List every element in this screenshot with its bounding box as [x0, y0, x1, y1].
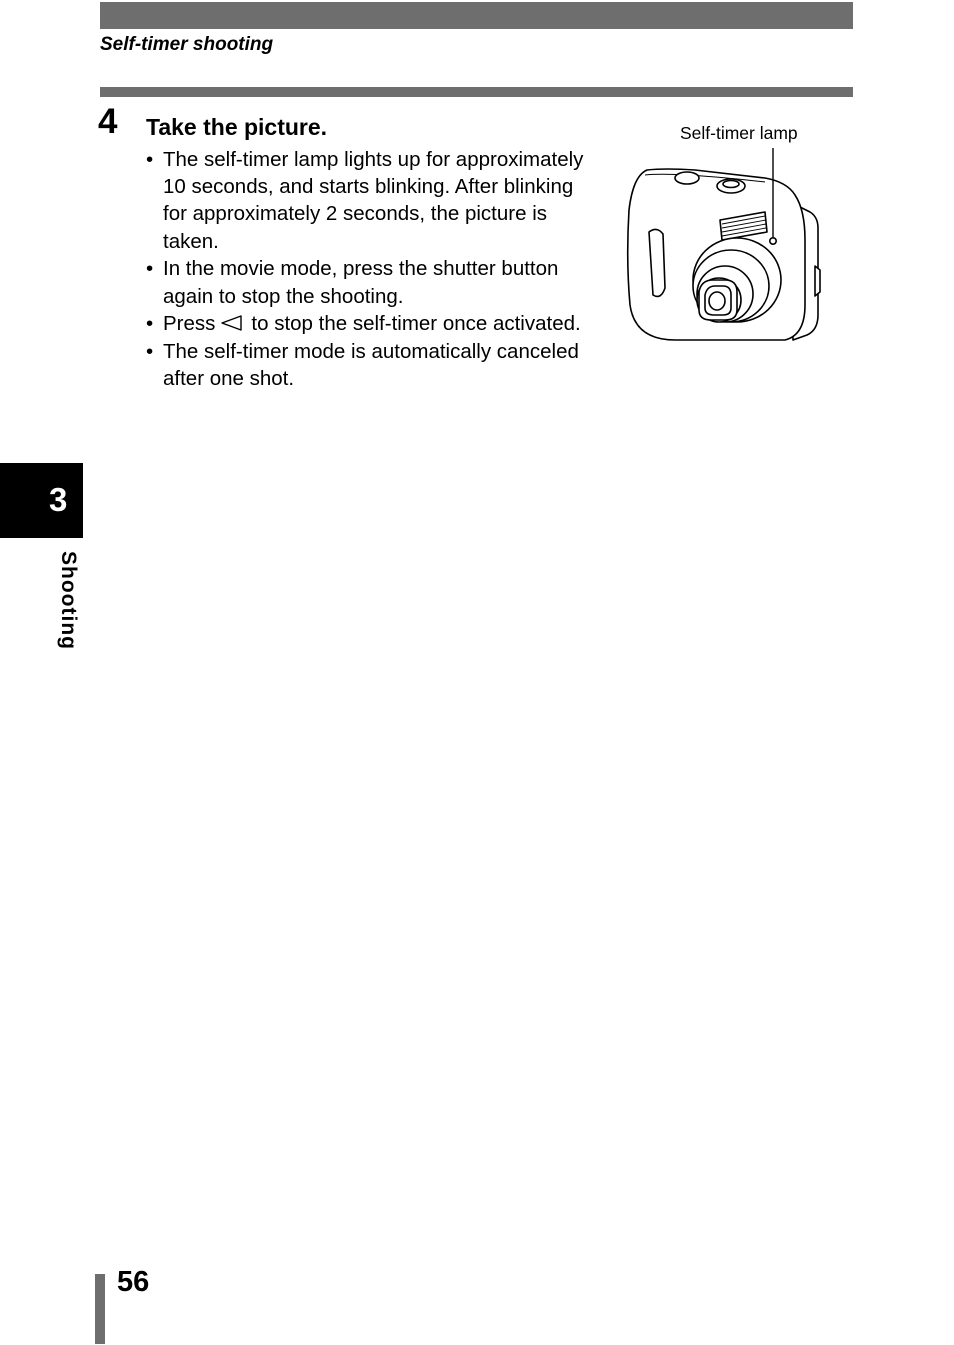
- page-number-bar: [95, 1274, 105, 1344]
- bullet-text: In the movie mode, press the shutter button again to stop the shooting.: [163, 257, 559, 308]
- bullet-icon: •: [146, 257, 154, 281]
- instruction-list: [146, 146, 586, 393]
- bullet-text: The self-timer mode is automatically canceled after one shot.: [163, 339, 579, 391]
- camera-illustration: [615, 120, 855, 350]
- page-number: 56: [117, 1266, 150, 1298]
- step-title: Take the picture.: [146, 114, 328, 140]
- chapter-label: Shooting: [57, 551, 80, 650]
- section-title: Self-timer shooting: [100, 34, 274, 55]
- step-number: 4: [98, 102, 118, 141]
- bullet-text: The self-timer lamp lights up for approximately 10 seconds, and starts blinking. After blinking for approximately 2 seconds, the picture is taken.: [163, 148, 584, 253]
- list-item: [146, 310, 586, 337]
- bullet-icon: •: [146, 148, 154, 171]
- bullet-icon: •: [146, 312, 154, 336]
- bullet-icon: •: [146, 339, 154, 363]
- left-arrow-icon: [219, 314, 245, 332]
- header-rule: [100, 87, 853, 97]
- bullet-text-after: to stop the self-timer once activated.: [251, 312, 581, 336]
- list-item: [146, 338, 586, 392]
- list-item: [146, 146, 586, 255]
- self-timer-lamp-label: Self-timer lamp: [680, 123, 798, 143]
- header-bar: [100, 2, 853, 29]
- bullet-text-before: Press: [163, 312, 216, 336]
- chapter-number: 3: [49, 481, 68, 518]
- list-item: [146, 255, 586, 309]
